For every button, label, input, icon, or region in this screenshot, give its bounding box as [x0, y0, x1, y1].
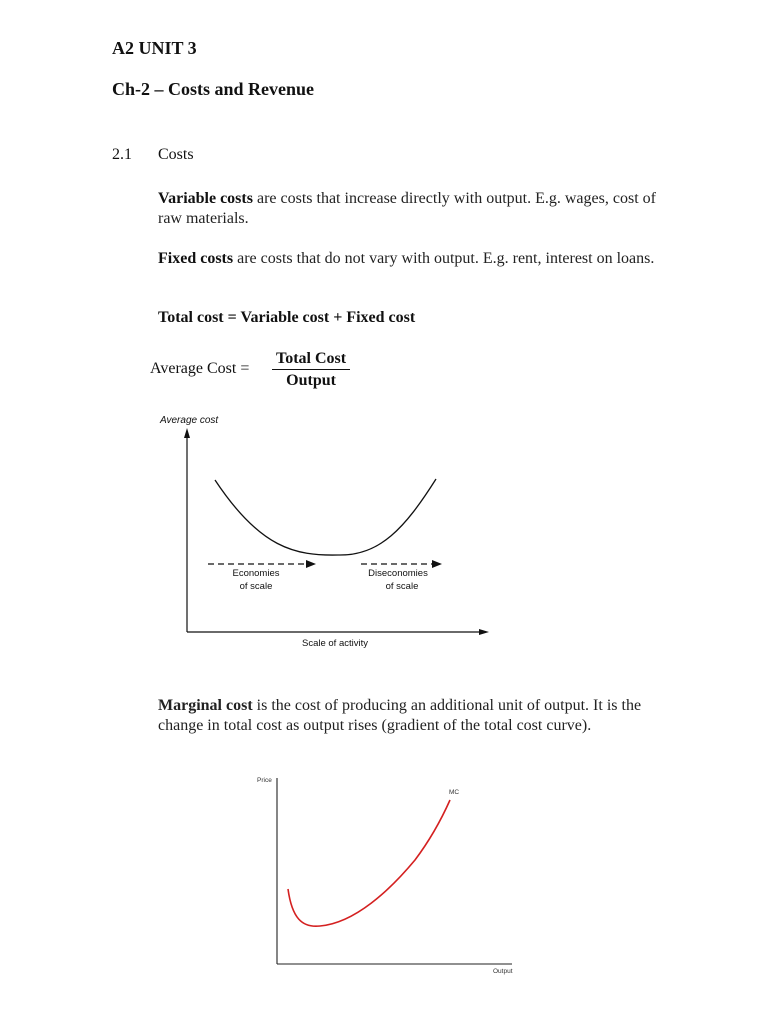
marginal-cost-text: is the cost of producing an additional unit of output. It is the change in total cost as output rises (gradient of the total cost curve).	[158, 697, 642, 734]
average-cost-diagram	[150, 408, 510, 658]
mc-y-axis-label: Price	[257, 777, 272, 784]
fixed-costs-text: are costs that do not vary with output. E.g. rent, interest on loans.	[233, 250, 655, 267]
fraction-numerator: Total Cost	[272, 350, 350, 370]
variable-costs-paragraph	[158, 189, 658, 229]
mc-x-axis-label: Output	[493, 968, 513, 975]
variable-costs-text: are costs that increase directly with output. E.g. wages, cost of raw materials.	[158, 190, 656, 227]
chapter-title: Ch-2 – Costs and Revenue	[112, 79, 315, 99]
marginal-cost-diagram	[250, 770, 520, 980]
diseconomies-label-line1: Diseconomies	[368, 568, 428, 579]
fixed-costs-term: Fixed costs	[158, 250, 234, 267]
economies-label-line2: of scale	[239, 581, 273, 592]
marginal-cost-term: Marginal cost	[158, 697, 253, 714]
unit-title: A2 UNIT 3	[112, 38, 197, 58]
variable-costs-term: Variable costs	[158, 190, 253, 207]
economies-arrow-icon	[306, 560, 316, 568]
total-cost-formula: Total cost = Variable cost + Fixed cost	[158, 309, 416, 326]
mc-curve	[288, 800, 450, 926]
average-cost-fraction	[272, 350, 350, 390]
ac-x-axis-label: Scale of activity	[302, 638, 368, 649]
ac-y-axis-label: Average cost	[160, 415, 219, 426]
ac-y-arrow-icon	[184, 428, 190, 438]
ac-x-arrow-icon	[479, 629, 489, 635]
section-number: 2.1	[112, 146, 132, 163]
section-title: Costs	[158, 146, 194, 163]
mc-curve-label: MC	[449, 789, 460, 796]
fraction-denominator: Output	[286, 372, 336, 389]
average-cost-label: Average Cost =	[150, 360, 250, 377]
diseconomies-label-line2: of scale	[385, 581, 419, 592]
marginal-cost-paragraph	[158, 696, 658, 736]
fixed-costs-paragraph	[158, 249, 658, 269]
ac-curve	[215, 479, 436, 555]
economies-label-line1: Economies	[232, 568, 280, 579]
diseconomies-arrow-icon	[432, 560, 442, 568]
